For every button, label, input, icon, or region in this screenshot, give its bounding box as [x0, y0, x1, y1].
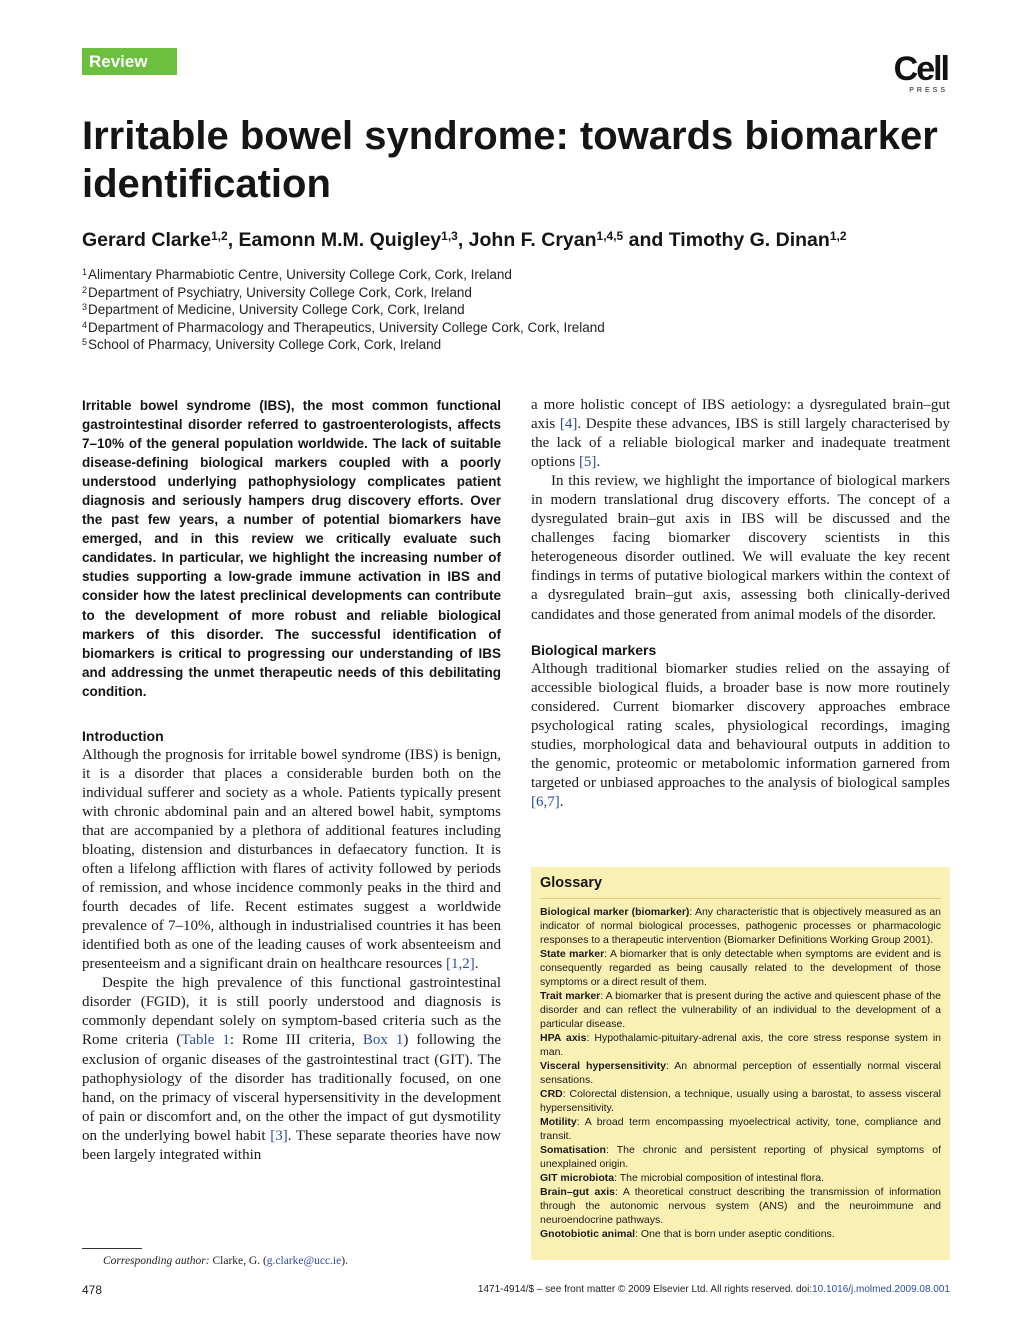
affiliation-text: Alimentary Pharmabiotic Centre, University College Cork, Cork, Ireland — [88, 267, 512, 282]
glossary-term: Somatisation — [540, 1144, 606, 1156]
glossary-definition: : The chronic and persistent reporting of physical symptoms of unexplained origin. — [540, 1144, 941, 1170]
citation-link[interactable]: [6,7] — [531, 793, 560, 810]
author-name: Timothy G. Dinan — [668, 229, 830, 251]
affiliation-item — [82, 301, 782, 319]
author-name: Eamonn M.M. Quigley — [238, 229, 442, 251]
copyright-line: 1471-4914/$ – see front matter © 2009 Elsevier Ltd. All rights reserved. doi:10.1016/j.molmed.2009.08.001 — [477, 1284, 950, 1295]
author-email-link[interactable]: g.clarke@ucc.ie — [266, 1255, 342, 1267]
glossary-term: State marker — [540, 948, 605, 960]
citation-link[interactable]: [4] — [559, 416, 578, 433]
glossary-definition: : The microbial composition of intestinal flora. — [614, 1172, 824, 1184]
author-separator: and — [623, 229, 669, 251]
glossary-entry — [540, 1059, 941, 1087]
glossary-definition: : An abnormal perception of essentially normal visceral sensations. — [540, 1060, 941, 1086]
glossary-entry — [540, 1143, 941, 1171]
affiliation-item — [82, 284, 782, 302]
doi-link[interactable]: 10.1016/j.molmed.2009.08.001 — [812, 1284, 950, 1295]
affiliation-item — [82, 266, 782, 284]
glossary-entry — [540, 905, 941, 947]
section-heading-introduction: Introduction — [82, 727, 164, 744]
glossary-entry — [540, 1171, 941, 1185]
intro-paragraph-2: Despite the high prevalence of this functional gastrointestinal disorder (FGID), it is still poorly understood and diagnosis is commonly dependant solely on symptom-based criteria such as the Rome criteria (Table 1: Rome III criteria, Box 1) following the exclusion of organic diseases of the gastrointestinal tract (GIT). The pathophysiology of the disorder has traditionally focused, on one hand, on the primacy of visceral hypersensitivity in the development of pain or discomfort and, on the other the impact of gut dysmotility on the underlying bowel habit [3]. These separate theories have now been largely integrated within — [82, 975, 502, 1163]
glossary-definition: : Colorectal distension, a technique, usually using a barostat, to assess visceral hypersensitivity. — [540, 1088, 941, 1114]
logo-sub-text: PRESS — [909, 87, 948, 94]
glossary-entry — [540, 1227, 941, 1241]
body-paragraph-1: a more holistic concept of IBS aetiology: a dysregulated brain–gut axis [4]. Despite these advances, IBS is still largely characterised by the lack of a reliable biological marker and inadequate treatment options [5]. — [531, 397, 950, 471]
glossary-definition: : One that is born under aseptic conditions. — [635, 1228, 835, 1240]
glossary-term: Biological marker (biomarker) — [540, 906, 690, 918]
author-affiliation-sup: 1,4,5 — [596, 229, 624, 243]
section-tag: Review — [82, 48, 177, 75]
glossary-definition: : A broad term encompassing myoelectrical activity, tone, compliance and transit. — [540, 1116, 941, 1142]
affiliation-number: 5 — [82, 337, 88, 348]
glossary-entry — [540, 947, 941, 989]
author-affiliation-sup: 1,2 — [211, 229, 228, 243]
glossary-entry — [540, 989, 941, 1031]
glossary-entry — [540, 1031, 941, 1059]
glossary-entry — [540, 1115, 941, 1143]
glossary-definition: : A theoretical construct describing the transmission of information through the autonomic nervous system (ANS) and the neuroimmune and neuroendocrine pathways. — [540, 1186, 942, 1226]
glossary-entries — [540, 905, 941, 1241]
left-column — [82, 396, 501, 1165]
glossary-title: Glossary — [540, 873, 941, 899]
affiliation-text: School of Pharmacy, University College Cork, Cork, Ireland — [88, 337, 442, 353]
glossary-entry — [540, 1185, 941, 1227]
affiliation-number: 1 — [82, 267, 88, 277]
author-separator: , — [227, 229, 239, 251]
glossary-term: GIT microbiota — [540, 1172, 615, 1184]
logo-main-text: Cell — [893, 50, 948, 88]
page-number: 478 — [82, 1283, 103, 1297]
affiliation-list — [82, 266, 782, 354]
citation-link[interactable]: [1,2] — [446, 956, 475, 973]
glossary-term: Brain–gut axis — [540, 1186, 615, 1198]
affiliation-number: 2 — [82, 284, 88, 295]
table-1-link[interactable]: Table 1 — [181, 1032, 230, 1049]
affiliation-text: Department of Psychiatry, University College Cork, Cork, Ireland — [88, 284, 472, 300]
glossary-term: CRD — [540, 1088, 563, 1100]
glossary-entry — [540, 1087, 941, 1115]
author-list — [82, 226, 962, 254]
author-affiliation-sup: 1,3 — [441, 229, 458, 243]
body-paragraph-3: Although traditional biomarker studies relied on the assaying of accessible biological fluids, a broader base is now more routinely considered. Current biomarker discovery approaches embrace psychological rating scales, physiological recordings, imaging studies, morphological data and behavioural outputs in addition to the genomic, proteomic or metabolomic information garnered from targeted or unbiased approaches to the analysis of biological samples [6,7]. — [531, 660, 950, 810]
glossary-term: Gnotobiotic animal — [540, 1228, 636, 1240]
citation-link[interactable]: [3] — [270, 1127, 288, 1144]
author-affiliation-sup: 1,2 — [829, 229, 847, 243]
affiliation-number: 3 — [82, 302, 88, 313]
box-1-link[interactable]: Box 1 — [362, 1032, 404, 1049]
glossary-term: Trait marker — [540, 990, 601, 1002]
affiliation-number: 4 — [82, 319, 88, 330]
section-heading-biological-markers: Biological markers — [531, 641, 657, 658]
author-separator: , — [457, 229, 469, 251]
affiliation-text: Department of Medicine, University College Cork, Cork, Ireland — [88, 302, 465, 318]
author-name: John F. Cryan — [468, 229, 597, 251]
glossary-definition: : Hypothalamic-pituitary-adrenal axis, the core stress response system in man. — [540, 1032, 941, 1058]
glossary-term: Motility — [540, 1116, 577, 1128]
corresponding-author-note: Corresponding author: Clarke, G. (g.clarke@ucc.ie). — [103, 1255, 348, 1267]
body-paragraph-2: In this review, we highlight the importance of biological markers in modern translational drug discovery efforts. The concept of a dysregulated brain–gut axis in IBS will be discussed and the challenges facing biomarker discovery scientists in this heterogeneous disorder outlined. We will evaluate the key recent findings in terms of putative biological markers within the context of a dysregulated brain–gut axis, assessing both clinically-derived candidates and those generated from animal models of the disorder. — [531, 473, 950, 623]
glossary-definition: : A biomarker that is present during the active and quiescent phase of the disorder and can reflect the vulnerability of an individual to the development of a particular disease. — [540, 990, 941, 1030]
article-title: Irritable bowel syndrome: towards biomarker identification — [82, 114, 938, 206]
glossary-definition: : A biomarker that is only detectable when symptoms are evident and is consequently regarded as being causally related to the development of those symptoms or a direct result of them. — [540, 948, 942, 988]
glossary-term: Visceral hypersensitivity — [540, 1060, 666, 1072]
affiliation-item — [82, 319, 782, 337]
right-column — [531, 396, 950, 812]
affiliation-item — [82, 336, 782, 354]
glossary-term: HPA axis — [540, 1032, 587, 1044]
footnote-divider — [82, 1248, 142, 1249]
affiliation-text: Department of Pharmacology and Therapeutics, University College Cork, Cork, Ireland — [88, 319, 605, 335]
author-name: Gerard Clarke — [82, 229, 211, 251]
glossary-definition: : Any characteristic that is objectively measured as an indicator of normal biological processes, pathogenic processes or pharmacologic responses to a therapeutic intervention (Biomarker Definitions Working Group 2001). — [540, 906, 941, 946]
citation-link[interactable]: [5] — [578, 454, 597, 471]
cell-press-logo — [888, 52, 948, 96]
intro-paragraph-1: Although the prognosis for irritable bowel syndrome (IBS) is benign, it is a disorder that places a considerable burden both on the individual sufferer and society as a whole. Patients typically present with chronic abdominal pain and an altered bowel habit, symptoms that are accompanied by a plethora of additional features including bloating, distension and disturbances in defaecatory function. It is often a lifelong affliction with flares of activity followed by periods of remission, and whose incidence commonly peaks in the third and fourth decades of life. Recent estimates suggest a worldwide prevalence of 7–10%, although in industrialised countries it has been identified both as one of the leading causes of work absenteeism and presenteeism and a significant drain on healthcare resources [1,2]. — [82, 746, 501, 973]
abstract: Irritable bowel syndrome (IBS), the most common functional gastrointestinal disorder referred to gastroenterologists, affects 7–10% of the general population worldwide. The lack of suitable disease-defining biological markers coupled with a poorly understood underlying pathophysiology complicates patient diagnosis and seriously hampers drug discovery efforts. Over the past few years, a number of potential biomarkers have emerged, and in this review we critically evaluate such candidates. In particular, we highlight the increasing number of studies supporting a low-grade immune activation in IBS and consider how the latest preclinical developments can contribute to the development of more robust and reliable biological markers of this disorder. The successful identification of biomarkers is critical to progressing our understanding of IBS and addressing the unmet therapeutic needs of this debilitating condition. — [82, 398, 501, 699]
glossary-box — [531, 867, 950, 1260]
